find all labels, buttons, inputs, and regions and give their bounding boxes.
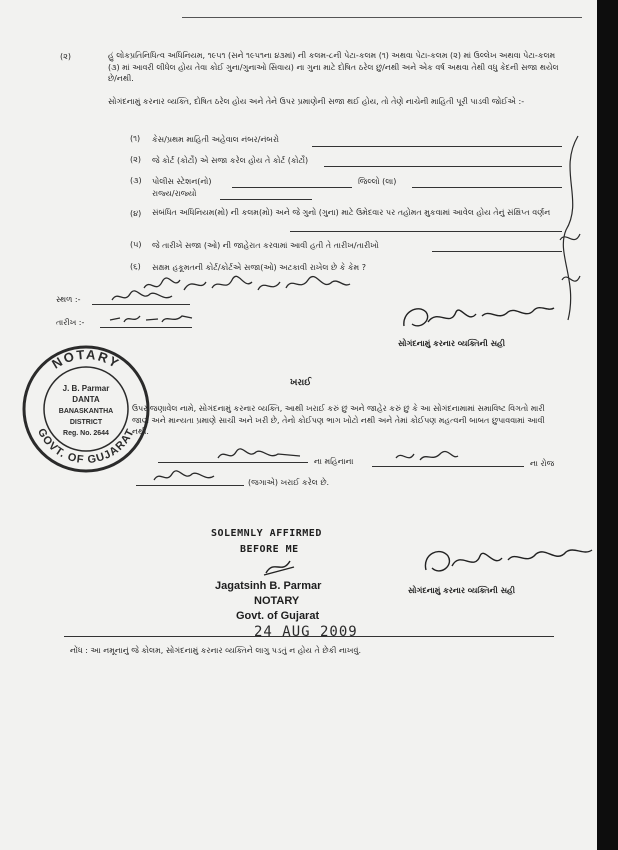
fill-line <box>324 166 562 167</box>
item-label-district: જિલ્લો (લા) <box>358 177 397 186</box>
notary-name: Jagatsinh B. Parmar <box>215 580 322 592</box>
bottom-rule <box>64 636 554 637</box>
verification-text: ઉપર જણાવેલ નામે, સોગંદનામું કરનાર વ્યક્તિ, આથી ખરાઈ કરું છું અને જાહેર કરું છું કે આ સોગંદનામામાં સમાવિષ્ટ વિગતો મારી જાણ અને માન્યતા પ્રમાણે સાચી અને ખરી છે, તેનો કોઈપણ ભાગ ખોટો નથી અને તેમાં કોઈપણ મહત્વની બાબત છુપાવવામાં આવી નથી. <box>132 404 545 436</box>
svg-text:GOVT. OF GUJARAT: GOVT. OF GUJARAT <box>34 426 137 467</box>
clause-number: (૨) <box>60 52 71 61</box>
place-label: સ્થળ :- <box>56 295 81 304</box>
item-label: પોલીસ સ્ટેશન(નો) <box>152 177 212 186</box>
item-label: સંબંધિત અધિનિયમ(મો) ની કલમ(મો) અને જે ગુનો (ગુના) માટે ઉમેદવાર પર તહોમત મુકવામાં આવેલ હોય તેનું સંક્ષિપ્ત વર્ણન <box>152 208 551 217</box>
item-label: જે તારીખે સજા (ઓ) ની જાહેરાત કરવામાં આવી હતી તે તારીખ/તારીખો <box>152 241 379 250</box>
affirm-line-1: SOLEMNLY AFFIRMED <box>211 528 322 539</box>
clause-text: હું લોકપ્રતિનિધિત્વ અધિનિયમ, ૧૯૫૧ (સને ૧૯૫૧ના ૪૩માં) ની કલમ-૮ની પેટા-કલમ (૧) અથવા પેટા-કલમ (૨) માં ઉલ્લેખ અથવા પેટા-કલમ (૩) માં આવરી લીધેલ હોય તેવા કોઈ ગુના/ગુનાઓ સિવાય) ના ગુના માટે દોષિત ઠરેલ છું/નથી અને એક વર્ષ અથવા તેથી વધુ કેદની સજા થયેલ છે/નથી. <box>108 51 559 83</box>
margin-handwriting <box>548 130 588 330</box>
handwritten-date <box>106 310 196 328</box>
item-label-state: રાજ્ય/રાજ્યો <box>152 189 197 198</box>
svg-text:BANASKANTHA: BANASKANTHA <box>58 408 114 415</box>
deponent-sign-label: સોગંદનામું કરનાર વ્યક્તિની સહી <box>398 339 506 348</box>
intro-text: સોગંદનામું કરનાર વ્યક્તિ, દોષિત ઠરેલ હોય અને તેને ઉપર પ્રમાણેની સજા થઈ હોય, તો તેણે નાચેની માહિતી પૂરી પાડવી જોઈએ :- <box>108 97 525 106</box>
handwritten-month <box>214 446 304 464</box>
top-rule <box>182 17 582 18</box>
notary-seal <box>22 345 150 473</box>
fill-line <box>220 199 312 200</box>
fill-line <box>290 231 562 232</box>
deponent-signature <box>398 298 558 338</box>
month-suffix: ના મહિનાના <box>314 457 354 466</box>
date-label: તારીખ :- <box>56 318 85 327</box>
item-label: સક્ષમ હકૂમતની કોર્ટ/કોર્ટએ સજા(ઓ) અટકાવી રાખેલ છે કે કેમ ? <box>152 263 366 272</box>
handwritten-verif-place <box>150 468 220 486</box>
svg-text:DISTRICT: DISTRICT <box>69 419 103 426</box>
place-suffix: (જગાએ) ખરાઈ કરેલ છે. <box>248 478 330 487</box>
fill-line <box>432 251 562 252</box>
fill-line <box>232 187 352 188</box>
item-number: (૬) <box>130 262 141 271</box>
affirm-line-2: BEFORE ME <box>240 544 299 555</box>
handwritten-place <box>108 288 178 306</box>
fill-line <box>312 146 562 147</box>
item-number: (૪) <box>130 209 142 218</box>
deponent-sign-label-2: સોગંદનામું કરનાર વ્યક્તિની સહી <box>408 586 516 595</box>
footer-note: નોંધ : આ નમૂનાનું જે કોલમ, સોગંદનામું કરનાર વ્યક્તિને લાગુ પડતું ન હોય તે છેકી નાખવું. <box>70 646 362 655</box>
item-number: (૫) <box>130 240 142 249</box>
notary-initials <box>260 555 300 579</box>
svg-text:J. B. Parmar: J. B. Parmar <box>62 384 110 393</box>
item-number: (૩) <box>130 176 142 185</box>
notary-govt: Govt. of Gujarat <box>236 610 320 622</box>
day-line <box>372 466 524 467</box>
deponent-signature-2 <box>418 540 597 586</box>
verification-heading: ખરાઈ <box>290 378 312 388</box>
item-number: (૨) <box>130 155 141 164</box>
handwritten-day <box>392 448 462 466</box>
item-label: કેસ/પ્રથમ માહિતી અહેવાલ નંબર/નંબરો <box>152 135 279 144</box>
svg-text:NOTARY: NOTARY <box>49 346 123 372</box>
svg-text:Reg. No. 2644: Reg. No. 2644 <box>63 430 109 437</box>
notary-title: NOTARY <box>254 595 300 607</box>
item-number: (૧) <box>130 134 141 143</box>
date-stamp: 24 AUG 2009 <box>254 624 358 640</box>
day-suffix: ના રોજ <box>530 459 555 468</box>
scan-edge <box>597 0 618 850</box>
item-label: જે કોર્ટ (કોર્ટો) એ સજા કરેલ હોય તે કોર્ટ (કોર્ટો) <box>152 156 309 165</box>
fill-line <box>412 187 562 188</box>
svg-text:DANTA: DANTA <box>72 395 100 404</box>
